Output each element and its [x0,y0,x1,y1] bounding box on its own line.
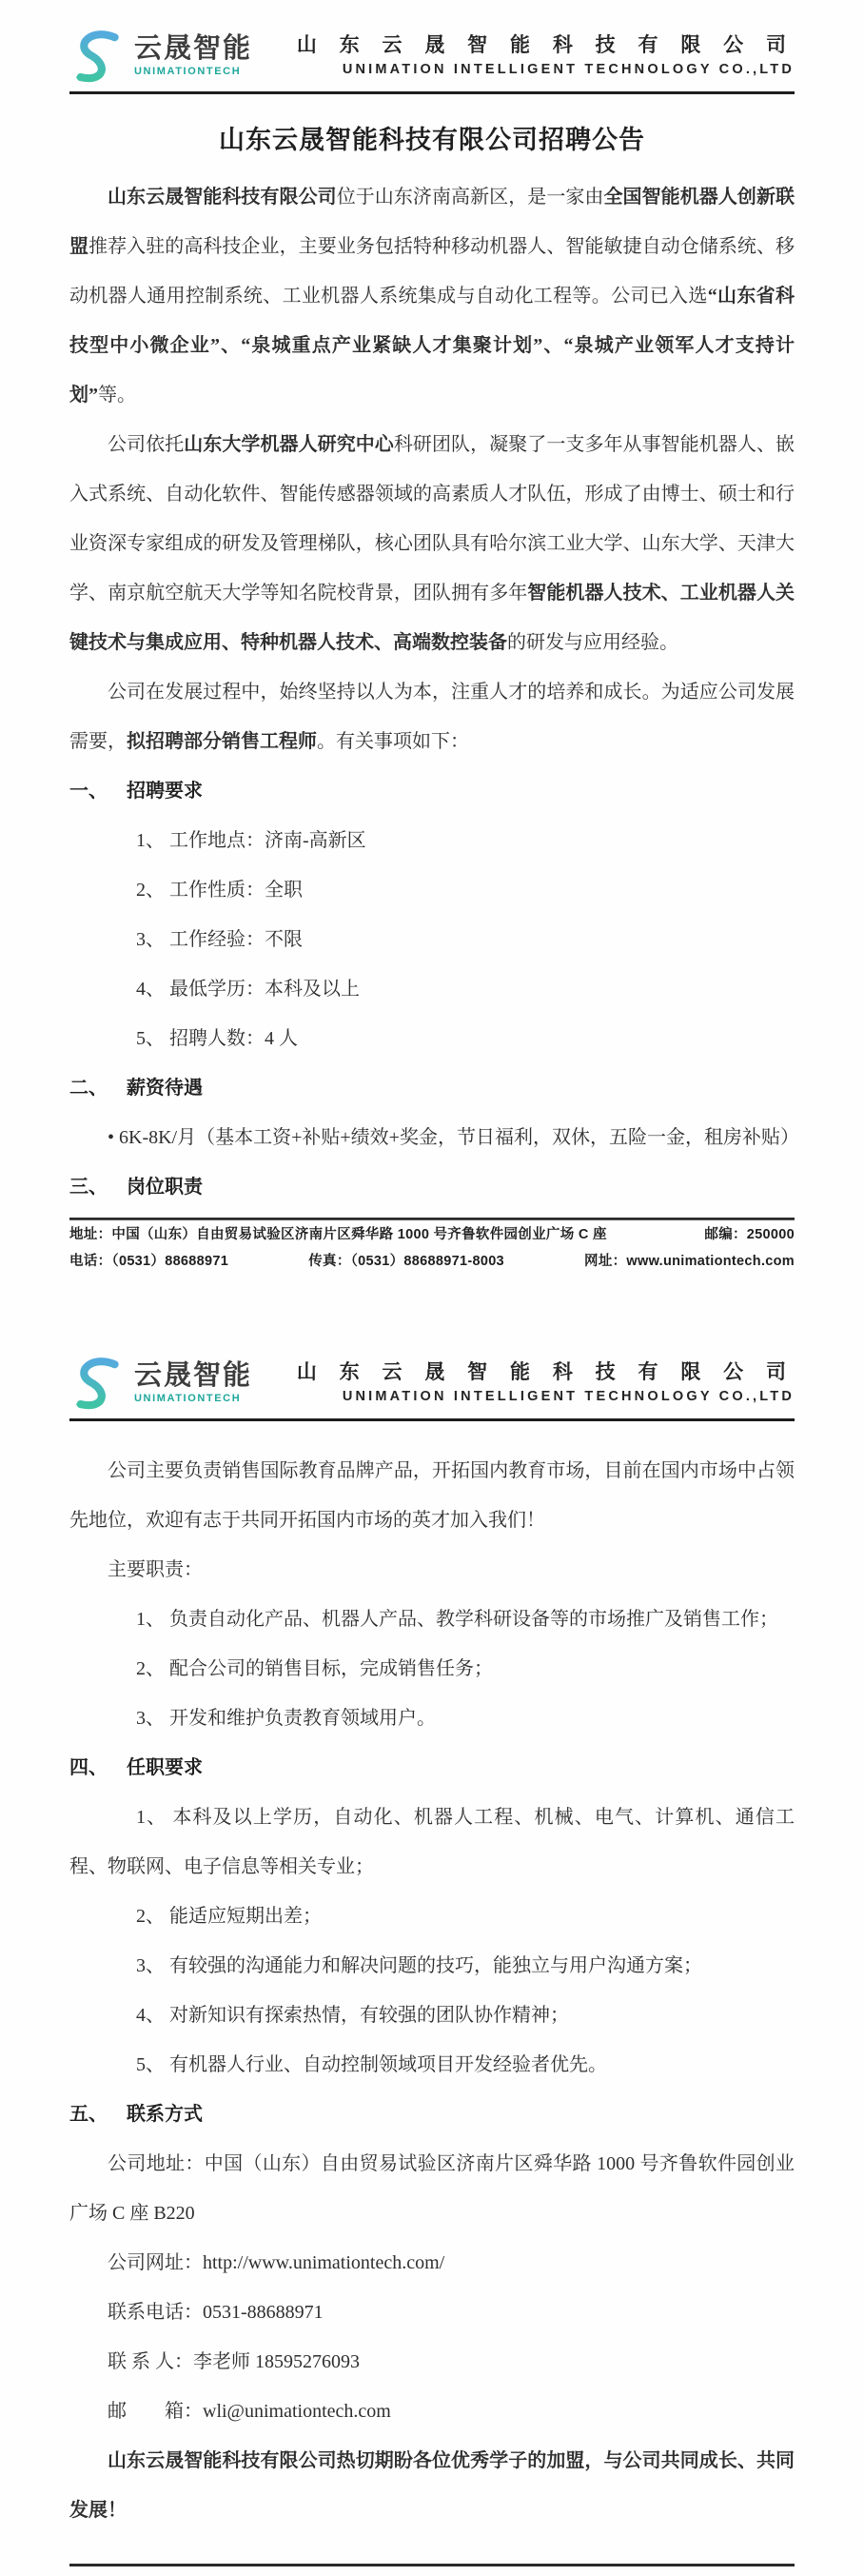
page-header [69,1356,795,1411]
logo-en-text: UNIMATIONTECH [134,1393,242,1405]
company-name-cn: 山 东 云 晟 智 能 科 技 有 限 公 司 [296,1361,795,1384]
duties-label: 主要职责： [108,1559,203,1581]
list-item: 公司网址：http://www.unimationtech.com/ [108,2252,445,2274]
list-item: 1、 负责自动化产品、机器人产品、教学科研设备等的市场推广及销售工作； [136,1609,778,1631]
list-item: 联系电话：0531-88688971 [108,2302,324,2324]
company-logo [69,1356,252,1411]
section-heading-qualifications: 四、 任职要求 [69,1757,203,1779]
list-item: 2、 能适应短期出差； [136,1906,322,1928]
list-item: 5、 招聘人数：4 人 [136,1027,298,1049]
header-rule [69,91,795,94]
company-name-cn: 山 东 云 晟 智 能 科 技 有 限 公 司 [296,33,795,56]
list-item: 3、 有较强的沟通能力和解决问题的技巧，能独立与用户沟通方案； [136,1955,702,1977]
list-item: 2、 工作性质：全职 [136,879,303,901]
company-name-en: UNIMATION INTELLIGENT TECHNOLOGY CO.,LTD [342,1389,795,1405]
list-item: 5、 有机器人行业、自动控制领域项目开发经验者优先。 [136,2054,607,2076]
page-title: 山东云晟智能科技有限公司招聘公告 [219,126,645,154]
intro-paragraph-1: 山东云晟智能科技有限公司位于山东济南高新区，是一家由全国智能机器人创新联盟推荐入驻的高科技企业，主要业务包括特种移动机器人、智能敏捷自动仓储系统、移动机器人通用控制系统、工业机器人系统集成与自动化工程等。公司已入选“山东省科技型中小微企业”、“泉城重点产业紧缺人才集聚计划”、“泉城产业领军人才支持计划”等。 [69,186,795,406]
footer-address: 地址：中国（山东）自由贸易试验区济南片区舜华路 1000 号齐鲁软件园创业广场 C 座 [69,1227,607,1243]
list-item: 4、 最低学历：本科及以上 [136,978,360,1000]
list-item: 公司地址：中国（山东）自由贸易试验区济南片区舜华路 1000 号齐鲁软件园创业广场 C 座 B220 [69,2153,795,2225]
page2-intro-paragraph: 公司主要负责销售国际教育品牌产品，开拓国内教育市场，目前在国内市场中占领先地位，欢迎有志于共同开拓国内市场的英才加入我们！ [69,1460,795,1532]
list-item: 1、 本科及以上学历，自动化、机器人工程、机械、电气、计算机、通信工程、物联网、电子信息等相关专业； [69,1807,795,1878]
logo-en-text: UNIMATIONTECH [134,66,242,77]
intro-paragraph-2: 公司依托山东大学机器人研究中心科研团队，凝聚了一支多年从事智能机器人、嵌入式系统、自动化软件、智能传感器领域的高素质人才队伍，形成了由博士、硕士和行业资深专家组成的研发及管理梯队，核心团队具有哈尔滨工业大学、山东大学、天津大学、南京航空航天大学等知名院校背景，团队拥有多年智能机器人技术、工业机器人关键技术与集成应用、特种机器人技术、高端数控装备的研发与应用经验。 [69,433,795,653]
intro-paragraph-3: 公司在发展过程中，始终坚持以人为本，注重人才的培养和成长。为适应公司发展需要，拟招聘部分销售工程师。有关事项如下： [69,681,795,752]
footer-row-2 [69,1250,795,1274]
page1-footer [69,1218,795,1275]
page-gap [69,1274,795,1356]
page-header [69,29,795,84]
section-heading-recruit-requirements: 一、 招聘要求 [69,780,203,802]
contact-list [69,2139,795,2436]
recruit-requirements-list [69,816,795,1063]
duties-list [69,1595,795,1743]
page-1 [69,29,799,1274]
list-item: 1、 工作地点：济南-高新区 [136,829,366,851]
salary-bullet-item: • 6K-8K/月（基本工资+补贴+绩效+奖金，节日福利，双休，五险一金，租房补贴） [108,1126,799,1148]
list-item: 4、 对新知识有探索热情，有较强的团队协作精神； [136,2005,569,2027]
company-name-block [297,35,795,77]
company-name-en: UNIMATION INTELLIGENT TECHNOLOGY CO.,LTD [342,61,795,77]
footer-rule [69,1218,795,1221]
page2-footer-rule [69,2564,795,2566]
s-swirl-logo-icon [69,29,125,84]
footer-fax: 传真：（0531）88688971-8003 [308,1254,504,1270]
company-name-block [297,1362,795,1404]
footer-phone: 电话：（0531）88688971 [69,1254,229,1270]
list-item: 3、 工作经验：不限 [136,928,303,950]
qualifications-list [69,1793,795,2090]
closing-paragraph: 山东云晟智能科技有限公司热切期盼各位优秀学子的加盟，与公司共同成长、共同发展！ [69,2450,795,2522]
section-heading-salary: 二、 薪资待遇 [69,1077,203,1099]
footer-postcode: 邮编：250000 [704,1227,795,1243]
footer-website: 网址：www.unimationtech.com [584,1254,795,1270]
list-item: 邮 箱：wli@unimationtech.com [108,2401,391,2423]
footer-row-1 [69,1223,795,1247]
s-swirl-logo-icon [69,1356,125,1411]
page-2 [69,1356,795,2566]
header-rule [69,1418,795,1421]
logo-cn-text: 云晟智能 [134,33,253,64]
section-heading-contact: 五、 联系方式 [69,2104,203,2126]
list-item: 联 系 人：李老师 18595276093 [108,2351,360,2373]
company-logo [69,29,252,84]
list-item: 3、 开发和维护负责教育领域用户。 [136,1708,436,1730]
section-heading-duties: 三、 岗位职责 [69,1176,203,1198]
logo-cn-text: 云晟智能 [134,1360,253,1392]
list-item: 2、 配合公司的销售目标，完成销售任务； [136,1658,493,1680]
